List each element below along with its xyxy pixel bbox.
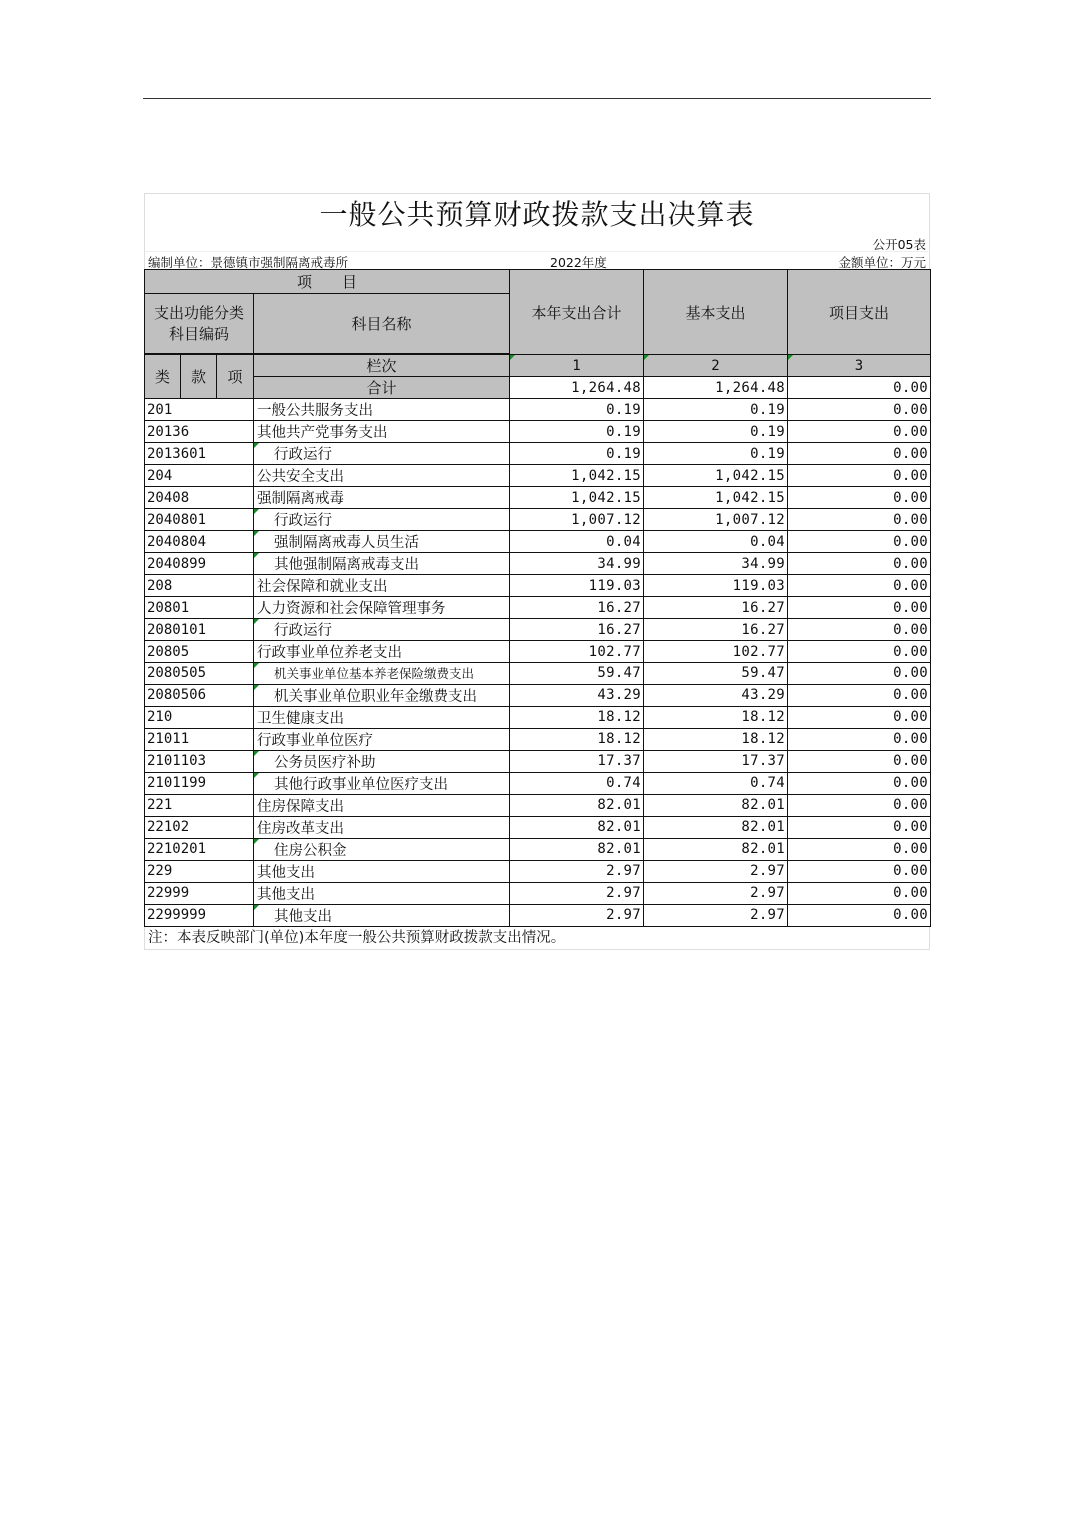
amount-project: 0.00 bbox=[788, 443, 931, 465]
amount-project: 0.00 bbox=[788, 860, 931, 882]
amount-basic: 1,042.15 bbox=[644, 487, 788, 509]
subject-name: 人力资源和社会保障管理事务 bbox=[254, 597, 510, 619]
col-total-header: 本年支出合计 bbox=[510, 270, 644, 355]
col-number-1: 1 bbox=[510, 355, 644, 377]
amount-basic: 0.74 bbox=[644, 772, 788, 794]
col-number-2: 2 bbox=[644, 355, 788, 377]
amount-basic: 2.97 bbox=[644, 860, 788, 882]
subject-code: 21011 bbox=[145, 728, 254, 750]
subject-name: 其他支出 bbox=[254, 882, 510, 904]
table-row bbox=[145, 860, 931, 882]
amount-total: 2.97 bbox=[510, 904, 644, 926]
amount-total: 34.99 bbox=[510, 553, 644, 575]
amount-total: 16.27 bbox=[510, 597, 644, 619]
expenditure-table bbox=[144, 269, 931, 927]
table-row bbox=[145, 509, 931, 531]
subject-code: 22999 bbox=[145, 882, 254, 904]
total-project: 0.00 bbox=[788, 377, 931, 399]
lei-header: 类 bbox=[145, 355, 181, 399]
table-row bbox=[145, 706, 931, 728]
amount-total: 17.37 bbox=[510, 750, 644, 772]
amount-basic: 18.12 bbox=[644, 706, 788, 728]
amount-basic: 59.47 bbox=[644, 663, 788, 685]
xiang-header: 项 bbox=[217, 355, 254, 399]
amount-basic: 119.03 bbox=[644, 575, 788, 597]
project-header: 项 目 bbox=[145, 270, 510, 294]
meta-row bbox=[144, 252, 930, 269]
col-project-header: 项目支出 bbox=[788, 270, 931, 355]
amount-basic: 2.97 bbox=[644, 904, 788, 926]
page-header-rule bbox=[143, 98, 931, 99]
col-number-3: 3 bbox=[788, 355, 931, 377]
subject-code: 204 bbox=[145, 465, 254, 487]
subject-name: 行政运行 bbox=[254, 509, 510, 531]
subject-name: 其他行政事业单位医疗支出 bbox=[254, 772, 510, 794]
table-row bbox=[145, 641, 931, 663]
amount-basic: 0.19 bbox=[644, 443, 788, 465]
amount-total: 1,007.12 bbox=[510, 509, 644, 531]
table-row bbox=[145, 838, 931, 860]
amount-total: 0.04 bbox=[510, 531, 644, 553]
amount-total: 82.01 bbox=[510, 816, 644, 838]
amount-total: 43.29 bbox=[510, 684, 644, 706]
total-amount: 1,264.48 bbox=[510, 377, 644, 399]
subject-name-header: 科目名称 bbox=[254, 294, 510, 354]
amount-total: 119.03 bbox=[510, 575, 644, 597]
table-row bbox=[145, 487, 931, 509]
money-unit: 金额单位：万元 bbox=[838, 255, 926, 270]
preparing-unit: 编制单位：景德镇市强制隔离戒毒所 bbox=[148, 255, 349, 270]
table-row bbox=[145, 619, 931, 641]
subject-name: 公共安全支出 bbox=[254, 465, 510, 487]
amount-project: 0.00 bbox=[788, 619, 931, 641]
amount-total: 16.27 bbox=[510, 619, 644, 641]
subject-code: 2013601 bbox=[145, 443, 254, 465]
amount-project: 0.00 bbox=[788, 597, 931, 619]
lanci-header: 栏次 bbox=[254, 355, 510, 377]
amount-basic: 18.12 bbox=[644, 728, 788, 750]
amount-project: 0.00 bbox=[788, 641, 931, 663]
amount-basic: 0.19 bbox=[644, 421, 788, 443]
subject-code: 20408 bbox=[145, 487, 254, 509]
subject-name: 强制隔离戒毒人员生活 bbox=[254, 531, 510, 553]
code-group-header: 支出功能分类 科目编码 bbox=[145, 294, 254, 354]
table-row bbox=[145, 465, 931, 487]
table-row bbox=[145, 443, 931, 465]
subject-code: 201 bbox=[145, 399, 254, 421]
table-row bbox=[145, 772, 931, 794]
subject-name: 其他强制隔离戒毒支出 bbox=[254, 553, 510, 575]
fiscal-year: 2022年度 bbox=[550, 255, 607, 270]
amount-project: 0.00 bbox=[788, 750, 931, 772]
amount-total: 0.19 bbox=[510, 443, 644, 465]
amount-project: 0.00 bbox=[788, 794, 931, 816]
table-number: 公开05表 bbox=[872, 237, 926, 252]
amount-basic: 82.01 bbox=[644, 794, 788, 816]
amount-project: 0.00 bbox=[788, 838, 931, 860]
amount-project: 0.00 bbox=[788, 575, 931, 597]
subject-name: 行政运行 bbox=[254, 443, 510, 465]
amount-basic: 43.29 bbox=[644, 684, 788, 706]
amount-total: 18.12 bbox=[510, 728, 644, 750]
amount-project: 0.00 bbox=[788, 465, 931, 487]
subject-name: 行政运行 bbox=[254, 619, 510, 641]
amount-basic: 16.27 bbox=[644, 597, 788, 619]
subject-code: 20801 bbox=[145, 597, 254, 619]
subject-name: 机关事业单位基本养老保险缴费支出 bbox=[254, 663, 510, 685]
table-row bbox=[145, 663, 931, 685]
subject-code: 22102 bbox=[145, 816, 254, 838]
table-row bbox=[145, 816, 931, 838]
amount-basic: 2.97 bbox=[644, 882, 788, 904]
subject-code: 2101103 bbox=[145, 750, 254, 772]
amount-project: 0.00 bbox=[788, 904, 931, 926]
kuan-header: 款 bbox=[181, 355, 217, 399]
subject-code: 2040804 bbox=[145, 531, 254, 553]
subject-code: 20805 bbox=[145, 641, 254, 663]
subject-code: 2040801 bbox=[145, 509, 254, 531]
subject-code: 20136 bbox=[145, 421, 254, 443]
subject-code: 2299999 bbox=[145, 904, 254, 926]
table-row bbox=[145, 750, 931, 772]
amount-project: 0.00 bbox=[788, 772, 931, 794]
amount-total: 18.12 bbox=[510, 706, 644, 728]
subject-code: 210 bbox=[145, 706, 254, 728]
amount-project: 0.00 bbox=[788, 421, 931, 443]
amount-total: 1,042.15 bbox=[510, 465, 644, 487]
amount-basic: 34.99 bbox=[644, 553, 788, 575]
table-row bbox=[145, 882, 931, 904]
amount-total: 59.47 bbox=[510, 663, 644, 685]
table-row bbox=[145, 553, 931, 575]
amount-project: 0.00 bbox=[788, 728, 931, 750]
subject-name: 其他支出 bbox=[254, 904, 510, 926]
amount-project: 0.00 bbox=[788, 487, 931, 509]
table-row bbox=[145, 904, 931, 926]
subject-code: 2101199 bbox=[145, 772, 254, 794]
subject-name: 社会保障和就业支出 bbox=[254, 575, 510, 597]
amount-project: 0.00 bbox=[788, 663, 931, 685]
subject-code: 229 bbox=[145, 860, 254, 882]
subject-code: 208 bbox=[145, 575, 254, 597]
amount-project: 0.00 bbox=[788, 816, 931, 838]
amount-total: 82.01 bbox=[510, 838, 644, 860]
subject-code: 2080101 bbox=[145, 619, 254, 641]
table-row bbox=[145, 728, 931, 750]
table-number-row bbox=[144, 234, 930, 252]
amount-basic: 0.04 bbox=[644, 531, 788, 553]
subject-code: 2210201 bbox=[145, 838, 254, 860]
total-basic: 1,264.48 bbox=[644, 377, 788, 399]
sheet-title: 一般公共预算财政拨款支出决算表 bbox=[144, 193, 930, 234]
amount-project: 0.00 bbox=[788, 706, 931, 728]
amount-basic: 1,042.15 bbox=[644, 465, 788, 487]
subject-code: 2080506 bbox=[145, 684, 254, 706]
col-basic-header: 基本支出 bbox=[644, 270, 788, 355]
table-row bbox=[145, 575, 931, 597]
subject-name: 其他支出 bbox=[254, 860, 510, 882]
amount-basic: 0.19 bbox=[644, 399, 788, 421]
subject-name: 强制隔离戒毒 bbox=[254, 487, 510, 509]
subject-name: 行政事业单位养老支出 bbox=[254, 641, 510, 663]
amount-total: 2.97 bbox=[510, 882, 644, 904]
amount-total: 0.19 bbox=[510, 399, 644, 421]
table-row bbox=[145, 399, 931, 421]
table-note: 注：本表反映部门(单位)本年度一般公共预算财政拨款支出情况。 bbox=[144, 927, 930, 950]
subject-name: 一般公共服务支出 bbox=[254, 399, 510, 421]
amount-project: 0.00 bbox=[788, 553, 931, 575]
amount-project: 0.00 bbox=[788, 399, 931, 421]
amount-project: 0.00 bbox=[788, 531, 931, 553]
subject-name: 住房公积金 bbox=[254, 838, 510, 860]
amount-basic: 102.77 bbox=[644, 641, 788, 663]
amount-total: 82.01 bbox=[510, 794, 644, 816]
subject-name: 住房改革支出 bbox=[254, 816, 510, 838]
amount-total: 2.97 bbox=[510, 860, 644, 882]
amount-basic: 16.27 bbox=[644, 619, 788, 641]
amount-basic: 82.01 bbox=[644, 838, 788, 860]
table-row bbox=[145, 531, 931, 553]
amount-total: 1,042.15 bbox=[510, 487, 644, 509]
amount-project: 0.00 bbox=[788, 684, 931, 706]
amount-total: 0.74 bbox=[510, 772, 644, 794]
amount-basic: 1,007.12 bbox=[644, 509, 788, 531]
subject-code: 2040899 bbox=[145, 553, 254, 575]
subject-name: 卫生健康支出 bbox=[254, 706, 510, 728]
subject-name: 机关事业单位职业年金缴费支出 bbox=[254, 684, 510, 706]
total-label: 合计 bbox=[254, 377, 510, 399]
amount-project: 0.00 bbox=[788, 509, 931, 531]
subject-code: 2080505 bbox=[145, 663, 254, 685]
amount-project: 0.00 bbox=[788, 882, 931, 904]
table-row bbox=[145, 684, 931, 706]
subject-name: 住房保障支出 bbox=[254, 794, 510, 816]
amount-total: 102.77 bbox=[510, 641, 644, 663]
amount-total: 0.19 bbox=[510, 421, 644, 443]
subject-code: 221 bbox=[145, 794, 254, 816]
subject-name: 公务员医疗补助 bbox=[254, 750, 510, 772]
table-row bbox=[145, 597, 931, 619]
amount-basic: 82.01 bbox=[644, 816, 788, 838]
table-row bbox=[145, 421, 931, 443]
table-row bbox=[145, 794, 931, 816]
subject-name: 其他共产党事务支出 bbox=[254, 421, 510, 443]
amount-basic: 17.37 bbox=[644, 750, 788, 772]
subject-name: 行政事业单位医疗 bbox=[254, 728, 510, 750]
budget-sheet bbox=[144, 193, 930, 950]
